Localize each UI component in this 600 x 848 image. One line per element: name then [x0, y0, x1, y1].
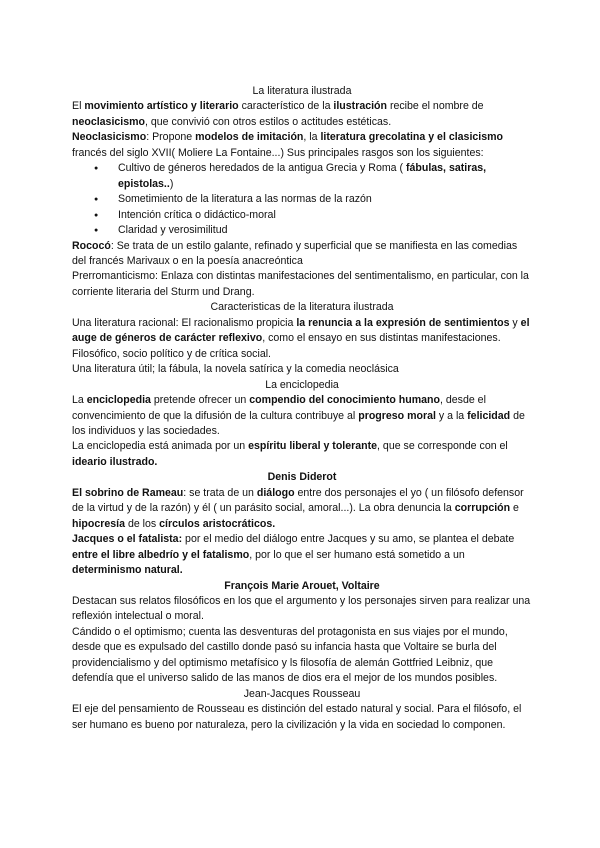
- text: , como el ensayo en sus distintas manifestaciones.: [262, 332, 501, 345]
- text: y: [509, 316, 521, 329]
- jacques-paragraph: [72, 532, 532, 578]
- bold-text: enciclopedia: [86, 394, 151, 407]
- filosofico-line: Filosófico, socio político y de crítica social.: [72, 347, 272, 360]
- section-heading-voltaire: [72, 579, 532, 594]
- text: entre dos personajes el yo ( un filósofo defensor de la virtud y de la razón) y él ( un parásito social, amoral...). La obra denuncia la: [72, 486, 524, 515]
- section-heading-rousseau: Jean-Jacques Rousseau: [243, 687, 361, 700]
- bold-text: el auge de géneros de carácter reflexivo: [72, 316, 530, 345]
- bold-text: El sobrino de Rameau: [72, 486, 184, 499]
- voltaire-paragraph-2: Cándido o el optimismo; cuenta las desventuras del protagonista en sus viajes por el mundo, desde que es expulsado del castillo donde pasó su infancia hasta que Voltaire se burla del providencialismo y del optimismo metafísico y ls filosofía de alemán Gottfried Leibniz, que defendía que el universo salido de las manos de dios era el mejor de los mundos posibles.: [72, 625, 508, 685]
- bold-text: ilustración: [333, 100, 387, 113]
- bold-text: ideario ilustrado.: [72, 455, 158, 468]
- text: : Se trata de un estilo galante, refinado y superficial que se manifiesta en las comedias del francés Marivaux o en la poesía anacreóntica: [72, 239, 518, 267]
- bold-text: hipocresía: [72, 517, 125, 530]
- bold-text: determinismo natural.: [72, 564, 183, 577]
- text: e: [510, 502, 519, 515]
- bold-text: modelos de imitación: [195, 131, 304, 144]
- bold-text: diálogo: [256, 486, 295, 499]
- text: , desde el convencimiento de que la difusión de la cultura contribuye al: [72, 394, 486, 422]
- bold-text: entre el libre albedrío y el fatalismo: [72, 548, 250, 561]
- neoclasicismo-paragraph: [72, 130, 532, 161]
- text: Cultivo de géneros heredados de la antigua Grecia y Roma (: [118, 162, 406, 175]
- document-title: La literatura ilustrada: [252, 85, 352, 97]
- text: francés del siglo XVII( Moliere La Fontaine...) Sus principales rasgos son los siguientes:: [72, 146, 484, 159]
- bold-text: Rococó: [72, 239, 111, 252]
- text: recibe el nombre de: [387, 100, 484, 113]
- text: , la: [303, 131, 321, 144]
- section-heading-diderot: [72, 470, 532, 485]
- text: , por lo que el ser humano está sometido a un: [249, 548, 465, 561]
- rococo-paragraph: [72, 239, 532, 270]
- features-list: [72, 161, 532, 238]
- list-item: ● Intención crítica o didáctico-moral: [118, 208, 532, 223]
- document-body: [72, 84, 532, 733]
- rousseau-paragraph: El eje del pensamiento de Rousseau es distinción del estado natural y social. Para el filósofo, el ser humano es bueno por naturaleza, pero la civilización y la vida en sociedad lo componen.: [72, 703, 522, 731]
- list-item: ● Sometimiento de la literatura a las normas de la razón: [118, 192, 532, 207]
- voltaire-paragraph-1: Destacan sus relatos filosóficos en los que el argumento y los personajes sirven para realizar una reflexión intelectual o moral.: [72, 594, 531, 623]
- prerromanticismo-paragraph: Prerromanticismo: Enlaza con distintas manifestaciones del sentimentalismo, en particular, con la corriente literaria del Sturm und Drang.: [72, 270, 529, 298]
- list-item: ● Claridad y verosimilitud: [118, 223, 532, 238]
- text: La enciclopedia está animada por un: [72, 440, 249, 453]
- racional-paragraph: [72, 316, 532, 347]
- bold-text: corrupción: [454, 502, 511, 515]
- sobrino-paragraph: [72, 486, 532, 532]
- bold-text: círculos aristocráticos.: [159, 517, 276, 530]
- text: de los: [125, 517, 160, 530]
- text: : Propone: [146, 131, 196, 144]
- bold-text: la renuncia a la expresión de sentimientos: [296, 316, 510, 329]
- text: característico de la: [238, 100, 334, 113]
- intro-paragraph: [72, 99, 532, 130]
- enciclopedia-paragraph-1: [72, 393, 532, 439]
- text: por el medio del diálogo entre Jacques y su amo, se plantea el debate: [182, 533, 515, 546]
- enciclopedia-paragraph-2: [72, 439, 532, 470]
- text: ): [169, 177, 174, 190]
- text: La: [72, 394, 87, 407]
- section-heading-enciclopedia: La enciclopedia: [265, 378, 339, 391]
- section-heading-caracteristicas: Caracteristicas de la literatura ilustrada: [210, 301, 394, 314]
- list-item: [118, 161, 532, 192]
- bold-text: neoclasicismo: [72, 115, 146, 128]
- bold-text: François Marie Arouet, Voltaire: [224, 579, 380, 592]
- bold-text: espíritu liberal y tolerante: [248, 440, 378, 453]
- text: El: [72, 100, 85, 113]
- bold-text: Denis Diderot: [267, 471, 337, 484]
- bold-text: compendio del conocimiento humano: [249, 394, 440, 407]
- text: : se trata de un: [183, 486, 257, 499]
- text: pretende ofrecer un: [150, 394, 250, 407]
- text: , que convivió con otros estilos o actitudes estéticas.: [145, 115, 392, 128]
- bold-text: fábulas, satiras, epistolas..: [118, 162, 487, 190]
- text: , que se corresponde con el: [377, 440, 508, 453]
- bold-text: Neoclasicismo: [72, 131, 147, 144]
- text: Una literatura racional: El racionalismo propicia: [72, 316, 297, 329]
- bold-text: literatura grecolatina y el clasicismo: [320, 131, 504, 144]
- bold-text: Jacques o el fatalista:: [72, 533, 183, 546]
- text: de los individuos y las sociedades.: [72, 409, 525, 437]
- bold-text: progreso moral: [358, 409, 436, 422]
- bold-text: felicidad: [467, 409, 511, 422]
- bold-text: movimiento artístico y literario: [84, 100, 239, 113]
- text: y a la: [435, 409, 468, 422]
- util-line: Una literatura útil; la fábula, la novela satírica y la comedia neoclásica: [72, 363, 399, 376]
